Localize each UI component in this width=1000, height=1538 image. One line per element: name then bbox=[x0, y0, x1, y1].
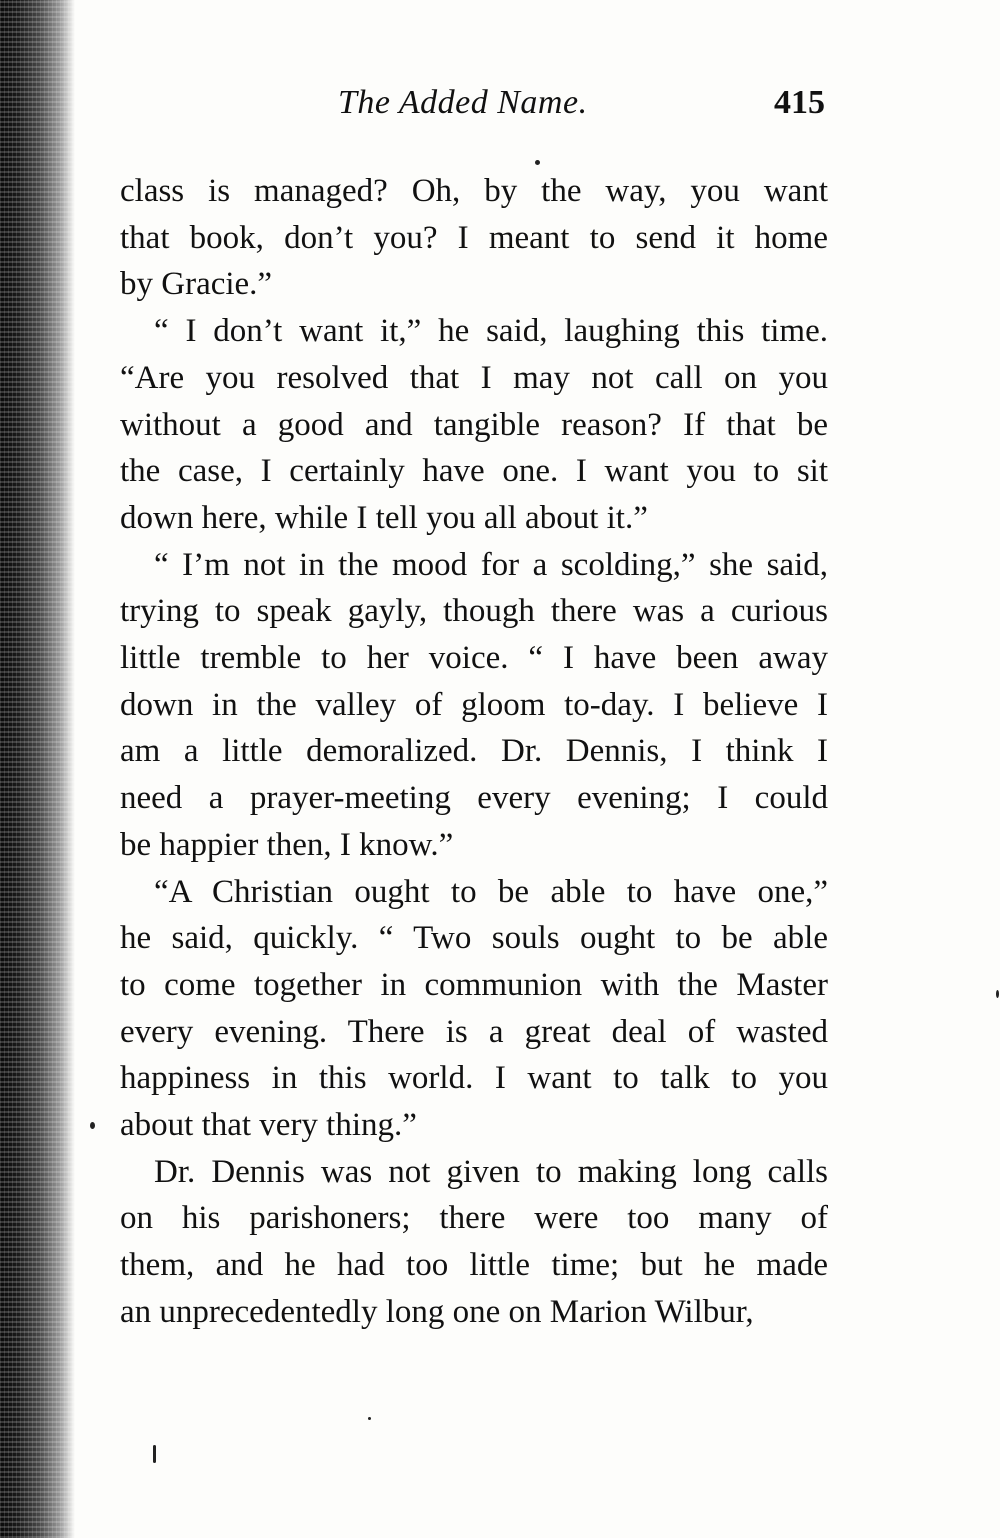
text-line: am a little demoralized. Dr. Dennis, I think I bbox=[120, 733, 828, 770]
text-line: down in the valley of gloom to-day. I believe I bbox=[120, 686, 828, 723]
text-line: down here, while I tell you all about it.” bbox=[120, 499, 648, 536]
paragraph bbox=[120, 542, 828, 869]
running-head-title: The Added Name. bbox=[338, 84, 588, 121]
text-line: “ I don’t want it,” he said, laughing this time. bbox=[154, 313, 828, 350]
page-number: 415 bbox=[774, 84, 825, 121]
scan-speck bbox=[368, 1417, 371, 1420]
text-line: to come together in communion with the Master bbox=[120, 966, 828, 1003]
text-line: an unprecedentedly long one on Marion Wilbur, bbox=[120, 1293, 754, 1330]
body-text bbox=[120, 168, 828, 1336]
text-line: “Are you resolved that I may not call on you bbox=[120, 359, 828, 396]
text-line: every evening. There is a great deal of wasted bbox=[120, 1013, 828, 1050]
running-head bbox=[120, 84, 825, 132]
text-line: that book, don’t you? I meant to send it home bbox=[120, 219, 828, 256]
text-line: on his parishoners; there were too many of bbox=[120, 1200, 828, 1237]
paragraph bbox=[120, 168, 828, 308]
text-line: trying to speak gayly, though there was a curious bbox=[120, 593, 828, 630]
text-line: “ I’m not in the mood for a scolding,” she said, bbox=[154, 546, 828, 583]
text-line: by Gracie.” bbox=[120, 266, 273, 303]
text-line: them, and he had too little time; but he made bbox=[120, 1247, 828, 1284]
text-line: need a prayer-meeting every evening; I could bbox=[120, 780, 828, 817]
text-line: “A Christian ought to be able to have one,” bbox=[154, 873, 828, 910]
paragraph bbox=[120, 308, 828, 542]
scanned-binding-edge bbox=[0, 0, 75, 1538]
text-line: he said, quickly. “ Two souls ought to be able bbox=[120, 920, 828, 957]
text-line: Dr. Dennis was not given to making long calls bbox=[154, 1153, 828, 1190]
scan-speck bbox=[996, 990, 999, 998]
text-line: be happier then, I know.” bbox=[120, 826, 454, 863]
scan-speck bbox=[90, 1122, 95, 1129]
text-line: without a good and tangible reason? If that be bbox=[120, 406, 828, 443]
text-line: the case, I certainly have one. I want you to sit bbox=[120, 453, 828, 490]
text-line: happiness in this world. I want to talk to you bbox=[120, 1060, 828, 1097]
text-line: about that very thing.” bbox=[120, 1107, 417, 1144]
scan-speck bbox=[535, 160, 540, 165]
scan-speck bbox=[153, 1445, 156, 1463]
text-line: little tremble to her voice. “ I have been away bbox=[120, 640, 828, 677]
paragraph bbox=[120, 869, 828, 1149]
text-line: class is managed? Oh, by the way, you want bbox=[120, 173, 828, 209]
paragraph bbox=[120, 1149, 828, 1336]
